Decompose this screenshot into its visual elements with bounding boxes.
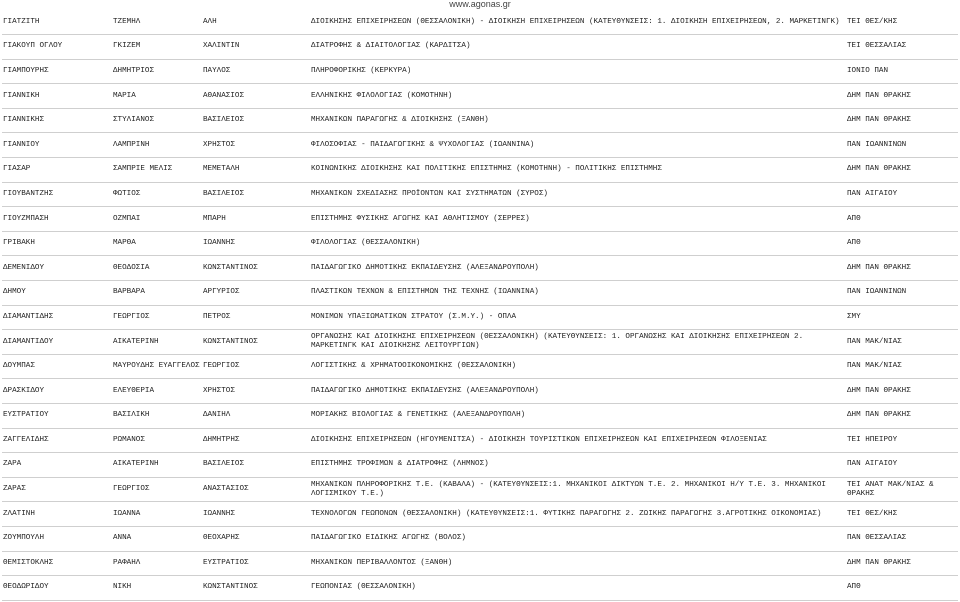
university-cell: ΑΠΘ [846, 207, 958, 232]
department-cell: ΚΟΙΝΩΝΙΚΗΣ ΔΙΟΙΚΗΣΗΣ ΚΑΙ ΠΟΛΙΤΙΚΗΣ ΕΠΙΣΤΗΜΗΣ (ΚΟΜΟΤΗΝΗ) - ΠΟΛΙΤΙΚΗΣ ΕΠΙΣΤΗΜΗΣ [310, 158, 846, 183]
results-table [2, 10, 958, 601]
father-name-cell: ΧΡΗΣΤΟΣ [202, 379, 310, 404]
father-name-cell: ΜΕΜΕΤΑΛΗ [202, 158, 310, 183]
father-name-cell: ΘΕΟΧΑΡΗΣ [202, 526, 310, 551]
university-cell: ΠΑΝ ΜΑΚ/ΝΙΑΣ [846, 330, 958, 355]
first-name-cell: ΕΛΕΥΘΕΡΙΑ [112, 379, 202, 404]
university-cell: ΣΜΥ [846, 305, 958, 330]
site-url: www.agonas.gr [449, 0, 511, 9]
last-name-cell: ΓΙΑΝΝΙΟΥ [2, 133, 112, 158]
table-row [2, 354, 958, 379]
father-name-cell: ΕΥΣΤΡΑΤΙΟΣ [202, 551, 310, 576]
department-cell: ΜΗΧΑΝΙΚΩΝ ΠΑΡΑΓΩΓΗΣ & ΔΙΟΙΚΗΣΗΣ (ΞΑΝΘΗ) [310, 108, 846, 133]
father-name-cell: ΠΑΥΛΟΣ [202, 59, 310, 84]
last-name-cell: ΓΙΑΣΑΡ [2, 158, 112, 183]
last-name-cell: ΖΟΥΜΠΟΥΛΗ [2, 526, 112, 551]
department-cell: ΜΟΝΙΜΩΝ ΥΠΑΞΙΩΜΑΤΙΚΩΝ ΣΤΡΑΤΟΥ (Σ.Μ.Υ.) - ΟΠΛΑ [310, 305, 846, 330]
department-cell: ΜΗΧΑΝΙΚΩΝ ΣΧΕΔΙΑΣΗΣ ΠΡΟΪΟΝΤΩΝ ΚΑΙ ΣΥΣΤΗΜΑΤΩΝ (ΣΥΡΟΣ) [310, 182, 846, 207]
first-name-cell: ΑΙΚΑΤΕΡΙΝΗ [112, 453, 202, 478]
first-name-cell: ΒΑΡΒΑΡΑ [112, 281, 202, 306]
department-cell: ΕΠΙΣΤΗΜΗΣ ΦΥΣΙΚΗΣ ΑΓΩΓΗΣ ΚΑΙ ΑΘΛΗΤΙΣΜΟΥ (ΣΕΡΡΕΣ) [310, 207, 846, 232]
father-name-cell: ΒΑΣΙΛΕΙΟΣ [202, 108, 310, 133]
university-cell: ΔΗΜ ΠΑΝ ΘΡΑΚΗΣ [846, 551, 958, 576]
table-row [2, 305, 958, 330]
father-name-cell: ΑΝΑΣΤΑΣΙΟΣ [202, 477, 310, 502]
department-cell: ΜΗΧΑΝΙΚΩΝ ΠΛΗΡΟΦΟΡΙΚΗΣ Τ.Ε. (ΚΑΒΑΛΑ) - (ΚΑΤΕΥΘΥΝΣΕΙΣ:1. ΜΗΧΑΝΙΚΟΙ ΔΙΚΤΥΩΝ Τ.Ε. 2. ΜΗΧΑΝΙΚΟΙ Η/Υ Τ.Ε. 3. ΜΗΧΑΝΙΚΟΙ ΛΟΓΙΣΜΙΚΟΥ Τ.Ε.) [310, 477, 846, 502]
father-name-cell: ΙΩΑΝΝΗΣ [202, 231, 310, 256]
department-cell: ΦΙΛΟΛΟΓΙΑΣ (ΘΕΣΣΑΛΟΝΙΚΗ) [310, 231, 846, 256]
first-name-cell: ΤΖΕΜΗΛ [112, 10, 202, 35]
table-row [2, 182, 958, 207]
last-name-cell: ΔΡΑΣΚΙΔΟΥ [2, 379, 112, 404]
first-name-cell: ΜΑΥΡΟΥΔΗΣ ΕΥΑΓΓΕΛΟΣ [112, 354, 202, 379]
department-cell: ΔΙΑΤΡΟΦΗΣ & ΔΙΑΙΤΟΛΟΓΙΑΣ (ΚΑΡΔΙΤΣΑ) [310, 35, 846, 60]
father-name-cell: ΒΑΣΙΛΕΙΟΣ [202, 182, 310, 207]
first-name-cell: ΣΤΥΛΙΑΝΟΣ [112, 108, 202, 133]
first-name-cell: ΓΕΩΡΓΙΟΣ [112, 477, 202, 502]
first-name-cell: ΟΖΜΠΑΙ [112, 207, 202, 232]
department-cell: ΕΠΙΣΤΗΜΗΣ ΤΡΟΦΙΜΩΝ & ΔΙΑΤΡΟΦΗΣ (ΛΗΜΝΟΣ) [310, 453, 846, 478]
last-name-cell: ΓΙΟΥΖΜΠΑΣΗ [2, 207, 112, 232]
father-name-cell: ΚΩΝΣΤΑΝΤΙΝΟΣ [202, 330, 310, 355]
last-name-cell: ΔΗΜΟΥ [2, 281, 112, 306]
university-cell: ΠΑΝ ΘΕΣΣΑΛΙΑΣ [846, 526, 958, 551]
last-name-cell: ΖΑΡΑΣ [2, 477, 112, 502]
last-name-cell: ΓΙΑΚΟΥΠ ΟΓΛΟΥ [2, 35, 112, 60]
table-row [2, 330, 958, 355]
table-row [2, 404, 958, 429]
first-name-cell: ΡΑΦΑΗΛ [112, 551, 202, 576]
last-name-cell: ΘΕΜΙΣΤΟΚΛΗΣ [2, 551, 112, 576]
university-cell: ΠΑΝ ΙΩΑΝΝΙΝΩΝ [846, 133, 958, 158]
father-name-cell: ΜΠΑΡΗ [202, 207, 310, 232]
father-name-cell: ΙΩΑΝΝΗΣ [202, 502, 310, 527]
university-cell: ΠΑΝ ΜΑΚ/ΝΙΑΣ [846, 354, 958, 379]
table-row [2, 207, 958, 232]
university-cell: ΠΑΝ ΑΙΓΑΙΟΥ [846, 453, 958, 478]
department-cell: ΔΙΟΙΚΗΣΗΣ ΕΠΙΧΕΙΡΗΣΕΩΝ (ΘΕΣΣΑΛΟΝΙΚΗ) - ΔΙΟΙΚΗΣΗ ΕΠΙΧΕΙΡΗΣΕΩΝ (ΚΑΤΕΥΘΥΝΣΕΙΣ: 1. ΔΙΟΙΚΗΣΗ ΕΠΙΧΕΙΡΗΣΕΩΝ, 2. ΜΑΡΚΕΤΙΝΓΚ) [310, 10, 846, 35]
father-name-cell: ΔΑΝΙΗΛ [202, 404, 310, 429]
first-name-cell: ΛΑΜΠΡΙΝΗ [112, 133, 202, 158]
table-row [2, 10, 958, 35]
table-row [2, 551, 958, 576]
department-cell: ΛΟΓΙΣΤΙΚΗΣ & ΧΡΗΜΑΤΟΟΙΚΟΝΟΜΙΚΗΣ (ΘΕΣΣΑΛΟΝΙΚΗ) [310, 354, 846, 379]
first-name-cell: ΦΩΤΙΟΣ [112, 182, 202, 207]
father-name-cell: ΚΩΝΣΤΑΝΤΙΝΟΣ [202, 256, 310, 281]
university-cell: ΔΗΜ ΠΑΝ ΘΡΑΚΗΣ [846, 108, 958, 133]
university-cell: ΑΠΘ [846, 576, 958, 601]
last-name-cell: ΓΙΑΝΝΙΚΗ [2, 84, 112, 109]
department-cell: ΠΑΙΔΑΓΩΓΙΚΟ ΕΙΔΙΚΗΣ ΑΓΩΓΗΣ (ΒΟΛΟΣ) [310, 526, 846, 551]
last-name-cell: ΕΥΣΤΡΑΤΙΟΥ [2, 404, 112, 429]
first-name-cell: ΔΗΜΗΤΡΙΟΣ [112, 59, 202, 84]
table-row [2, 526, 958, 551]
first-name-cell: ΑΙΚΑΤΕΡΙΝΗ [112, 330, 202, 355]
department-cell: ΠΛΗΡΟΦΟΡΙΚΗΣ (ΚΕΡΚΥΡΑ) [310, 59, 846, 84]
last-name-cell: ΖΑΡΑ [2, 453, 112, 478]
department-cell: ΟΡΓΑΝΩΣΗΣ ΚΑΙ ΔΙΟΙΚΗΣΗΣ ΕΠΙΧΕΙΡΗΣΕΩΝ (ΘΕΣΣΑΛΟΝΙΚΗ) (ΚΑΤΕΥΘΥΝΣΕΙΣ: 1. ΟΡΓΑΝΩΣΗΣ ΚΑΙ ΔΙΟΙΚΗΣΗΣ ΕΠΙΧΕΙΡΗΣΕΩΝ 2. ΜΑΡΚΕΤΙΝΓΚ ΚΑΙ ΔΙΟΙΚΗΣΗΣ ΛΕΙΤΟΥΡΓΙΩΝ) [310, 330, 846, 355]
last-name-cell: ΖΛΑΤΙΝΗ [2, 502, 112, 527]
department-cell: ΜΟΡΙΑΚΗΣ ΒΙΟΛΟΓΙΑΣ & ΓΕΝΕΤΙΚΗΣ (ΑΛΕΞΑΝΔΡΟΥΠΟΛΗ) [310, 404, 846, 429]
first-name-cell: ΑΝΝΑ [112, 526, 202, 551]
university-cell: ΔΗΜ ΠΑΝ ΘΡΑΚΗΣ [846, 256, 958, 281]
university-cell: ΠΑΝ ΙΩΑΝΝΙΝΩΝ [846, 281, 958, 306]
first-name-cell: ΓΕΩΡΓΙΟΣ [112, 305, 202, 330]
university-cell: ΤΕΙ ΘΕΣ/ΚΗΣ [846, 502, 958, 527]
first-name-cell: ΓΚΙΖΕΜ [112, 35, 202, 60]
table-row [2, 453, 958, 478]
table-row [2, 108, 958, 133]
first-name-cell: ΜΑΡΙΑ [112, 84, 202, 109]
father-name-cell: ΠΕΤΡΟΣ [202, 305, 310, 330]
table-row [2, 428, 958, 453]
department-cell: ΕΛΛΗΝΙΚΗΣ ΦΙΛΟΛΟΓΙΑΣ (ΚΟΜΟΤΗΝΗ) [310, 84, 846, 109]
table-row [2, 35, 958, 60]
university-cell: ΙΟΝΙΟ ΠΑΝ [846, 59, 958, 84]
last-name-cell: ΓΙΑΤΖΙΤΗ [2, 10, 112, 35]
department-cell: ΠΑΙΔΑΓΩΓΙΚΟ ΔΗΜΟΤΙΚΗΣ ΕΚΠΑΙΔΕΥΣΗΣ (ΑΛΕΞΑΝΔΡΟΥΠΟΛΗ) [310, 379, 846, 404]
last-name-cell: ΓΙΑΝΝΙΚΗΣ [2, 108, 112, 133]
father-name-cell: ΑΘΑΝΑΣΙΟΣ [202, 84, 310, 109]
last-name-cell: ΓΙΟΥΒΑΝΤΖΗΣ [2, 182, 112, 207]
first-name-cell: ΜΑΡΘΑ [112, 231, 202, 256]
father-name-cell: ΑΛΗ [202, 10, 310, 35]
table-row [2, 502, 958, 527]
father-name-cell: ΧΑΛΙΝΤΙΝ [202, 35, 310, 60]
father-name-cell: ΓΕΩΡΓΙΟΣ [202, 354, 310, 379]
last-name-cell: ΓΡΙΒΑΚΗ [2, 231, 112, 256]
university-cell: ΤΕΙ ΗΠΕΙΡΟΥ [846, 428, 958, 453]
last-name-cell: ΖΑΓΓΕΛΙΔΗΣ [2, 428, 112, 453]
father-name-cell: ΧΡΗΣΤΟΣ [202, 133, 310, 158]
table-row [2, 133, 958, 158]
table-row [2, 84, 958, 109]
first-name-cell: ΘΕΟΔΟΣΙΑ [112, 256, 202, 281]
first-name-cell: ΝΙΚΗ [112, 576, 202, 601]
department-cell: ΦΙΛΟΣΟΦΙΑΣ - ΠΑΙΔΑΓΩΓΙΚΗΣ & ΨΥΧΟΛΟΓΙΑΣ (ΙΩΑΝΝΙΝΑ) [310, 133, 846, 158]
university-cell: ΔΗΜ ΠΑΝ ΘΡΑΚΗΣ [846, 84, 958, 109]
father-name-cell: ΚΩΝΣΤΑΝΤΙΝΟΣ [202, 576, 310, 601]
first-name-cell: ΣΑΜΠΡΙΕ ΜΕΛΙΣ [112, 158, 202, 183]
university-cell: ΔΗΜ ΠΑΝ ΘΡΑΚΗΣ [846, 158, 958, 183]
department-cell: ΠΛΑΣΤΙΚΩΝ ΤΕΧΝΩΝ & ΕΠΙΣΤΗΜΩΝ ΤΗΣ ΤΕΧΝΗΣ (ΙΩΑΝΝΙΝΑ) [310, 281, 846, 306]
university-cell: ΤΕΙ ΑΝΑΤ ΜΑΚ/ΝΙΑΣ & ΘΡΑΚΗΣ [846, 477, 958, 502]
table-row [2, 59, 958, 84]
table-row [2, 158, 958, 183]
table-row [2, 379, 958, 404]
table-row [2, 231, 958, 256]
table-row [2, 576, 958, 601]
table-row [2, 281, 958, 306]
university-cell: ΠΑΝ ΑΙΓΑΙΟΥ [846, 182, 958, 207]
university-cell: ΔΗΜ ΠΑΝ ΘΡΑΚΗΣ [846, 404, 958, 429]
father-name-cell: ΒΑΣΙΛΕΙΟΣ [202, 453, 310, 478]
table-row [2, 477, 958, 502]
father-name-cell: ΑΡΓΥΡΙΟΣ [202, 281, 310, 306]
father-name-cell: ΔΗΜΗΤΡΗΣ [202, 428, 310, 453]
first-name-cell: ΒΑΣΙΛΙΚΗ [112, 404, 202, 429]
department-cell: ΜΗΧΑΝΙΚΩΝ ΠΕΡΙΒΑΛΛΟΝΤΟΣ (ΞΑΝΘΗ) [310, 551, 846, 576]
university-cell: ΔΗΜ ΠΑΝ ΘΡΑΚΗΣ [846, 379, 958, 404]
last-name-cell: ΔΟΥΜΠΑΣ [2, 354, 112, 379]
last-name-cell: ΔΙΑΜΑΝΤΙΔΗΣ [2, 305, 112, 330]
last-name-cell: ΔΙΑΜΑΝΤΙΔΟΥ [2, 330, 112, 355]
department-cell: ΤΕΧΝΟΛΟΓΩΝ ΓΕΩΠΟΝΩΝ (ΘΕΣΣΑΛΟΝΙΚΗ) (ΚΑΤΕΥΘΥΝΣΕΙΣ:1. ΦΥΤΙΚΗΣ ΠΑΡΑΓΩΓΗΣ 2. ΖΩΙΚΗΣ ΠΑΡΑΓΩΓΗΣ 3.ΑΓΡΟΤΙΚΗΣ ΟΙΚΟΝΟΜΙΑΣ) [310, 502, 846, 527]
first-name-cell: ΡΩΜΑΝΟΣ [112, 428, 202, 453]
department-cell: ΔΙΟΙΚΗΣΗΣ ΕΠΙΧΕΙΡΗΣΕΩΝ (ΗΓΟΥΜΕΝΙΤΣΑ) - ΔΙΟΙΚΗΣΗ ΤΟΥΡΙΣΤΙΚΩΝ ΕΠΙΧΕΙΡΗΣΕΩΝ ΚΑΙ ΕΠΙΧΕΙΡΗΣΕΩΝ ΦΙΛΟΞΕΝΙΑΣ [310, 428, 846, 453]
department-cell: ΠΑΙΔΑΓΩΓΙΚΟ ΔΗΜΟΤΙΚΗΣ ΕΚΠΑΙΔΕΥΣΗΣ (ΑΛΕΞΑΝΔΡΟΥΠΟΛΗ) [310, 256, 846, 281]
last-name-cell: ΔΕΜΕΝΙΔΟΥ [2, 256, 112, 281]
first-name-cell: ΙΩΑΝΝΑ [112, 502, 202, 527]
university-cell: ΑΠΘ [846, 231, 958, 256]
university-cell: ΤΕΙ ΘΕΣ/ΚΗΣ [846, 10, 958, 35]
university-cell: ΤΕΙ ΘΕΣΣΑΛΙΑΣ [846, 35, 958, 60]
last-name-cell: ΓΙΑΜΠΟΥΡΗΣ [2, 59, 112, 84]
department-cell: ΓΕΩΠΟΝΙΑΣ (ΘΕΣΣΑΛΟΝΙΚΗ) [310, 576, 846, 601]
last-name-cell: ΘΕΟΔΩΡΙΔΟΥ [2, 576, 112, 601]
table-row [2, 256, 958, 281]
